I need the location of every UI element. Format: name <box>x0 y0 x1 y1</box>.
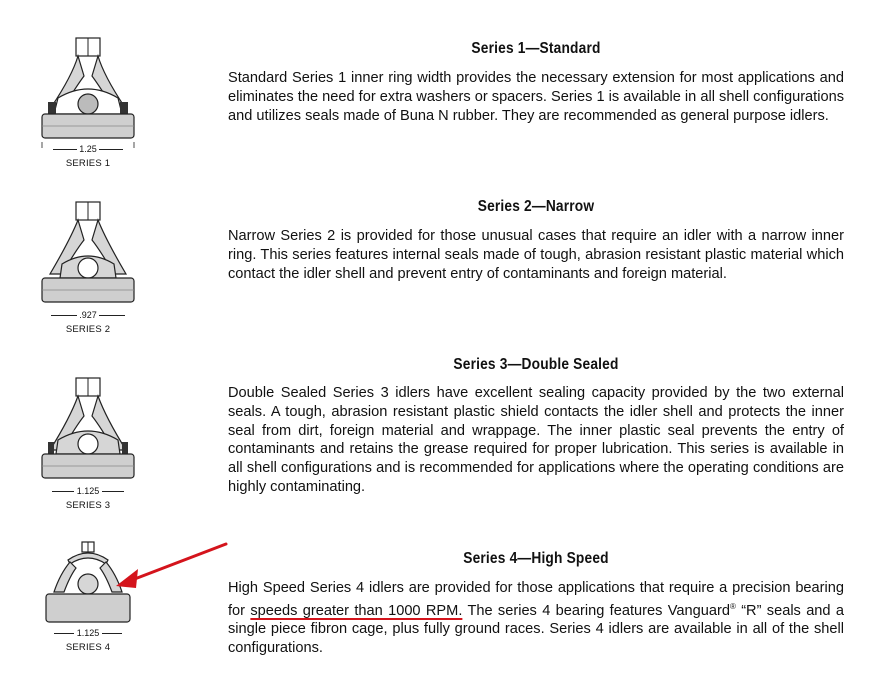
series-2-title: Series 2—Narrow <box>477 198 595 215</box>
idler-series-2-drawing <box>28 200 148 312</box>
series-3-caption: SERIES 3 <box>65 500 111 511</box>
series-4-body-middle: The series 4 bearing features Vanguard <box>462 602 730 619</box>
series-4-dimension: 1.125 <box>28 628 148 638</box>
registered-mark: ® <box>729 601 736 611</box>
series-2-diagram <box>28 200 148 335</box>
series-4-body-start: High Speed Series 4 idlers are provided for those applications that require a precision bearing for <box>228 580 844 619</box>
series-1-body: Standard Series 1 inner ring width provides the necessary extension for most applications and eliminates the need for extra washers or spacers. Series 1 is available in all shell configurations and utilizes seals made of Buna N rubber. They are recommended as general purpose idlers. <box>228 70 844 124</box>
series-4-diagram <box>28 540 148 653</box>
series-1-caption: SERIES 1 <box>65 158 111 169</box>
series-4-caption: SERIES 4 <box>65 642 111 653</box>
series-1-title: Series 1—Standard <box>471 40 601 57</box>
highlighted-speed-phrase: speeds greater than 1000 RPM. <box>250 602 463 619</box>
series-4-body <box>228 579 844 658</box>
series-3-dimension: 1.125 <box>28 486 148 496</box>
series-4-body-end: “R” seals and a single piece fibron cage, plus fully ground races. Series 4 idlers are available in all of the shell configurations. <box>228 602 844 657</box>
idler-series-1-drawing <box>28 36 148 148</box>
series-2-dimension: .927 <box>28 310 148 320</box>
series-3-title: Series 3—Double Sealed <box>453 356 619 373</box>
idler-series-4-drawing <box>28 540 148 630</box>
series-1-diagram <box>28 36 148 169</box>
series-4-title: Series 4—High Speed <box>463 550 609 567</box>
idler-series-3-drawing <box>28 376 148 488</box>
series-3-diagram <box>28 376 148 511</box>
series-2-body: Narrow Series 2 is provided for those unusual cases that require an idler with a narrow inner ring. This series features internal seals made of tough, abrasion resistant plastic material which contact the idler shell and prevent entry of contaminants and foreign material. <box>228 228 844 282</box>
series-2-caption: SERIES 2 <box>65 324 111 335</box>
series-3-body: Double Sealed Series 3 idlers have excellent sealing capacity provided by the two external seals. A tough, abrasion resistant plastic shield contacts the idler shell and protects the inner seal from dirt, foreign material and wrappage. The inner plastic seal prevents the entry of contaminants and retains the grease required for proper lubrication. This series is available in all shell configurations and is recommended for applications where the operating conditions are highly contaminating. <box>228 385 844 495</box>
series-1-dimension: 1.25 <box>28 144 148 154</box>
